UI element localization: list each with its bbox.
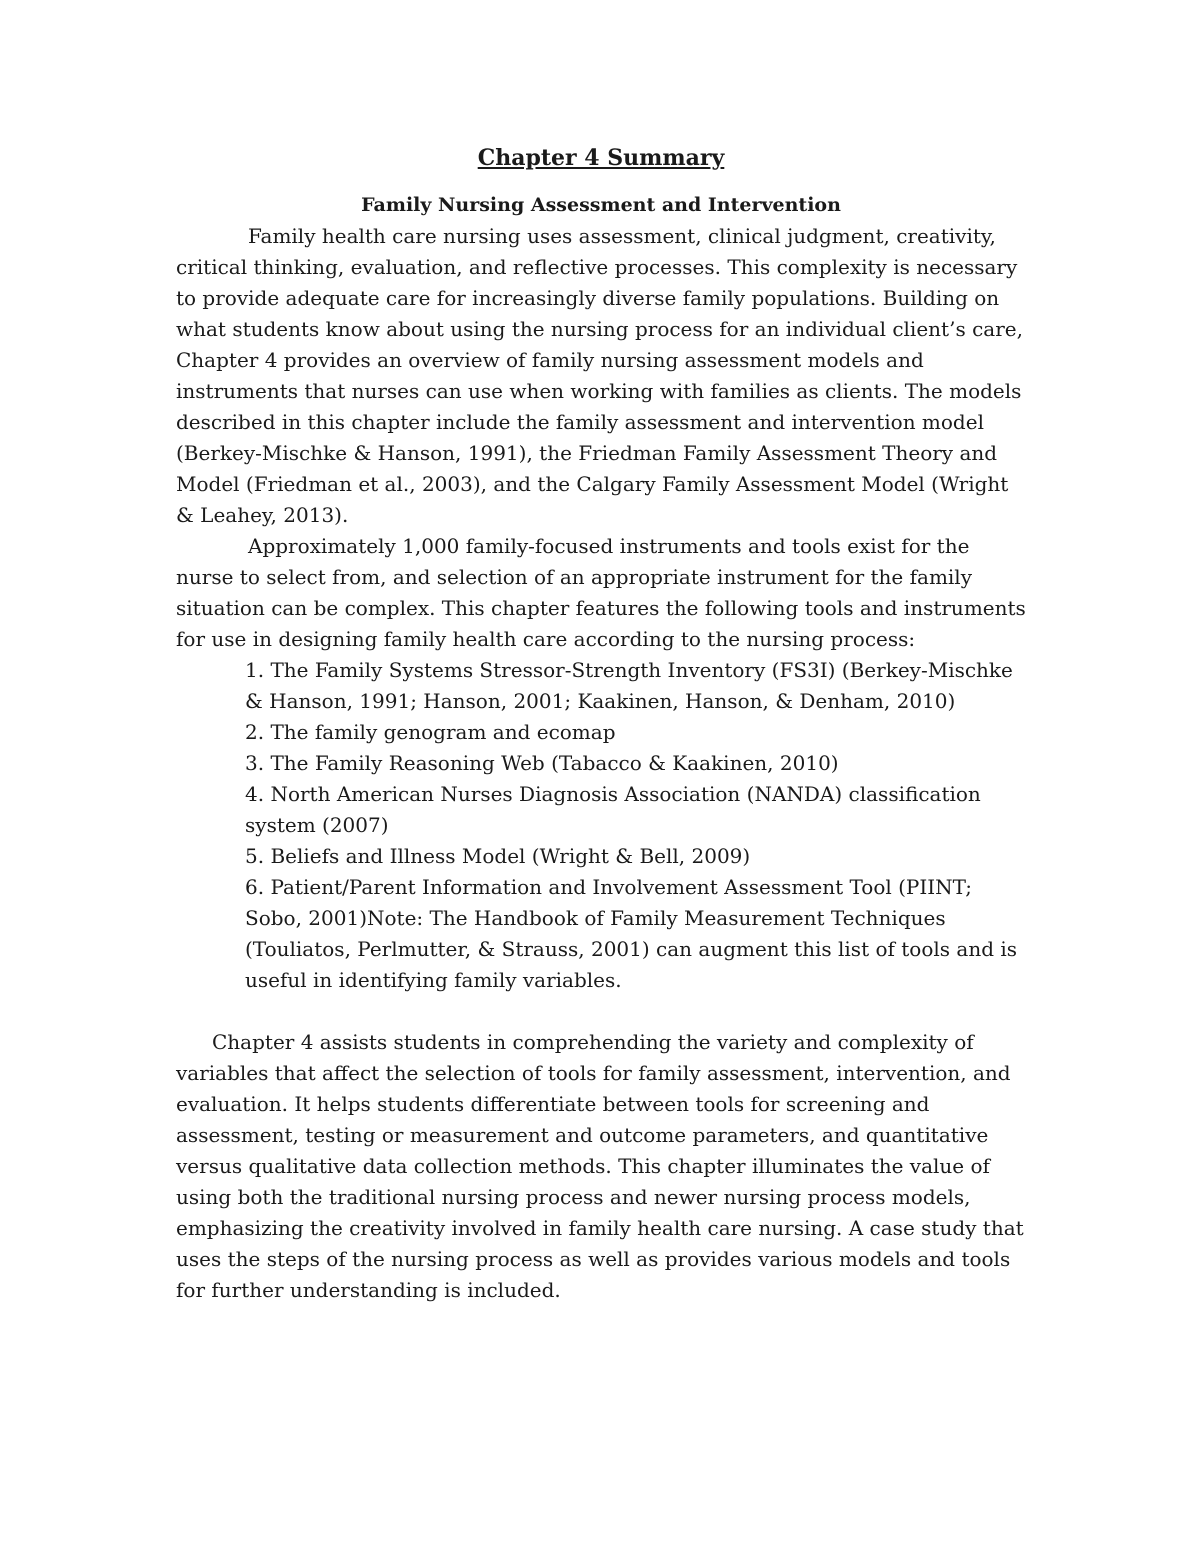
list-item: 5. Beliefs and Illness Model (Wright & Bell, 2009)	[245, 844, 751, 868]
list-item: 1. The Family Systems Stressor-Strength Inventory (FS3I) (Berkey-Mischke & Hanson, 1991; Hanson, 2001; Kaakinen, Hanson, & Denham, 2010)	[245, 658, 1013, 713]
list-item: 2. The family genogram and ecomap	[245, 720, 616, 744]
list-item: 6. Patient/Parent Information and Involvement Assessment Tool (PIINT; Sobo, 2001)Note: The Handbook of Family Measurement Techniques (Touliatos, Perlmutter, & Strauss, 2001) can augment this list of tools and is useful in identifying family variables.	[245, 875, 1018, 992]
page-title: Chapter 4 Summary	[477, 145, 725, 171]
closing-paragraph: Chapter 4 assists students in comprehending the variety and complexity of variables that affect the selection of tools for family assessment, intervention, and evaluation. It helps students differentiate between tools for screening and assessment, testing or measurement and outcome parameters, and quantitative versus qualitative data collection methods. This chapter illuminates the value of using both the traditional nursing process and newer nursing process models, emphasizing the creativity involved in family health care nursing. A case study that uses the steps of the nursing process as well as provides various models and tools for further understanding is included.	[176, 1030, 1024, 1302]
intro-paragraph: Family health care nursing uses assessment, clinical judgment, creativity, critical thinking, evaluation, and reflective processes. This complexity is necessary to provide adequate care for increasingly diverse family populations. Building on what students know about using the nursing process for an individual client’s care, Chapter 4 provides an overview of family nursing assessment models and instruments that nurses can use when working with families as clients. The models described in this chapter include the family assessment and intervention model (Berkey-Mischke & Hanson, 1991), the Friedman Family Assessment Theory and Model (Friedman et al., 2003), and the Calgary Family Assessment Model (Wright & Leahey, 2013).	[176, 224, 1023, 527]
section-heading: Family Nursing Assessment and Intervention	[361, 194, 841, 216]
list-item: 3. The Family Reasoning Web (Tabacco & Kaakinen, 2010)	[245, 751, 839, 775]
document-page	[176, 140, 1026, 1306]
instruments-paragraph: Approximately 1,000 family-focused instruments and tools exist for the nurse to select from, and selection of an appropriate instrument for the family situation can be complex. This chapter features the following tools and instruments for use in designing family health care according to the nursing process:	[176, 534, 1026, 651]
tools-list	[176, 655, 1026, 996]
list-item: 4. North American Nurses Diagnosis Association (NANDA) classification system (2007)	[245, 782, 981, 837]
paragraph-spacer	[176, 996, 1026, 1027]
